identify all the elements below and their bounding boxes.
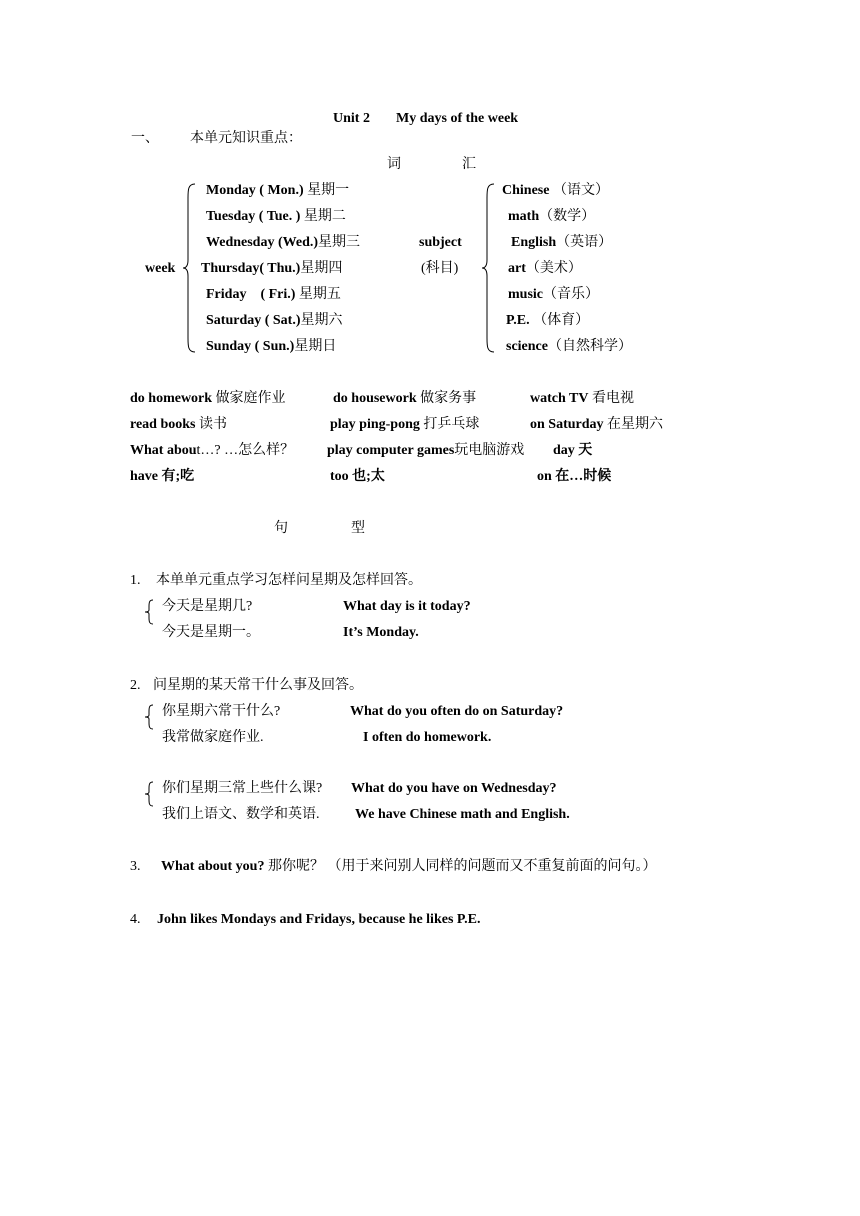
week-item-4: Friday ( Fri.) 星期五 [206,287,341,302]
subject-item-1: math（数学） [508,209,596,224]
item-1-brace-icon [143,599,155,625]
vocab-heading-right: 汇 [462,157,476,172]
item-3-text: What about you? 那你呢？ （用于来问别人同样的问题而又不重复前面的问句。） [161,859,657,874]
subject-item-6: science（自然科学） [506,339,632,354]
section-heading: 本单元知识重点： [190,131,302,146]
item-4-text: John likes Mondays and Fridays, because he likes P.E. [157,912,481,927]
phrase-item: read books 读书 [130,417,227,432]
dialog-line: I often do homework. [363,730,492,745]
phrase-item: have 有;吃 [130,469,195,484]
sentence-heading-left: 句 [274,521,288,536]
week-item-5: Saturday ( Sat.)星期六 [206,313,343,328]
item-3-number: 3. [130,859,141,874]
dialog-line: 今天是星期几? [162,599,253,614]
dialog-line: It’s Monday. [343,625,419,640]
dialog-line: What do you have on Wednesday? [351,781,557,796]
item-1-number: 1. [130,573,141,588]
dialog-line: 你星期六常干什么? [162,704,281,719]
phrase-item: on Saturday 在星期六 [530,417,664,432]
subject-item-4: music（音乐） [508,287,599,302]
phrase-item: day 天 [553,443,593,458]
phrase-item: do homework 做家庭作业 [130,391,286,406]
item-4-number: 4. [130,912,141,927]
item-2-number: 2. [130,678,141,693]
dialog-line: 今天是星期一。 [162,625,260,640]
dialog-line: 你们星期三常上些什么课? [162,781,323,796]
subject-item-3: art（美术） [508,261,582,276]
phrase-item: play ping-pong 打乒乓球 [330,417,480,432]
item-2a-brace-icon [143,704,155,730]
phrase-item: do housework 做家务事 [333,391,477,406]
sentence-heading-right: 型 [351,521,365,536]
phrase-item: on 在…时候 [537,469,612,484]
subject-label-zh: (科目) [421,261,459,276]
subject-label: subject [419,235,462,250]
phrase-item: too 也;太 [330,469,385,484]
unit-label: Unit 2 [333,111,370,126]
phrase-item: watch TV 看电视 [530,391,634,406]
section-number: 一、 [131,131,159,146]
dialog-line: 我常做家庭作业. [162,730,264,745]
item-2-text: 问星期的某天常干什么事及回答。 [153,678,363,693]
week-label: week [145,261,176,276]
item-2b-brace-icon [143,781,155,807]
dialog-line: 我们上语文、数学和英语. [162,807,320,822]
vocab-heading-left: 词 [387,157,401,172]
week-item-6: Sunday ( Sun.)星期日 [206,339,337,354]
phrase-item: What about…? …怎么样？ [130,443,295,458]
subject-brace-icon [481,182,497,354]
page-title: My days of the week [396,111,519,126]
dialog-line: We have Chinese math and English. [355,807,570,822]
phrase-item: play computer games玩电脑游戏 [327,443,525,458]
week-item-0: Monday ( Mon.) 星期一 [206,183,350,198]
week-brace-icon [182,182,198,354]
subject-item-5: P.E. （体育） [506,313,590,328]
dialog-line: What do you often do on Saturday? [350,704,564,719]
dialog-line: What day is it today? [343,599,471,614]
subject-item-2: English（英语） [511,235,613,250]
week-item-3: Thursday( Thu.)星期四 [201,261,343,276]
week-item-1: Tuesday ( Tue. ) 星期二 [206,209,346,224]
subject-item-0: Chinese （语文） [502,183,609,198]
week-item-2: Wednesday (Wed.)星期三 [206,235,361,250]
item-1-text: 本单单元重点学习怎样问星期及怎样回答。 [156,573,422,588]
